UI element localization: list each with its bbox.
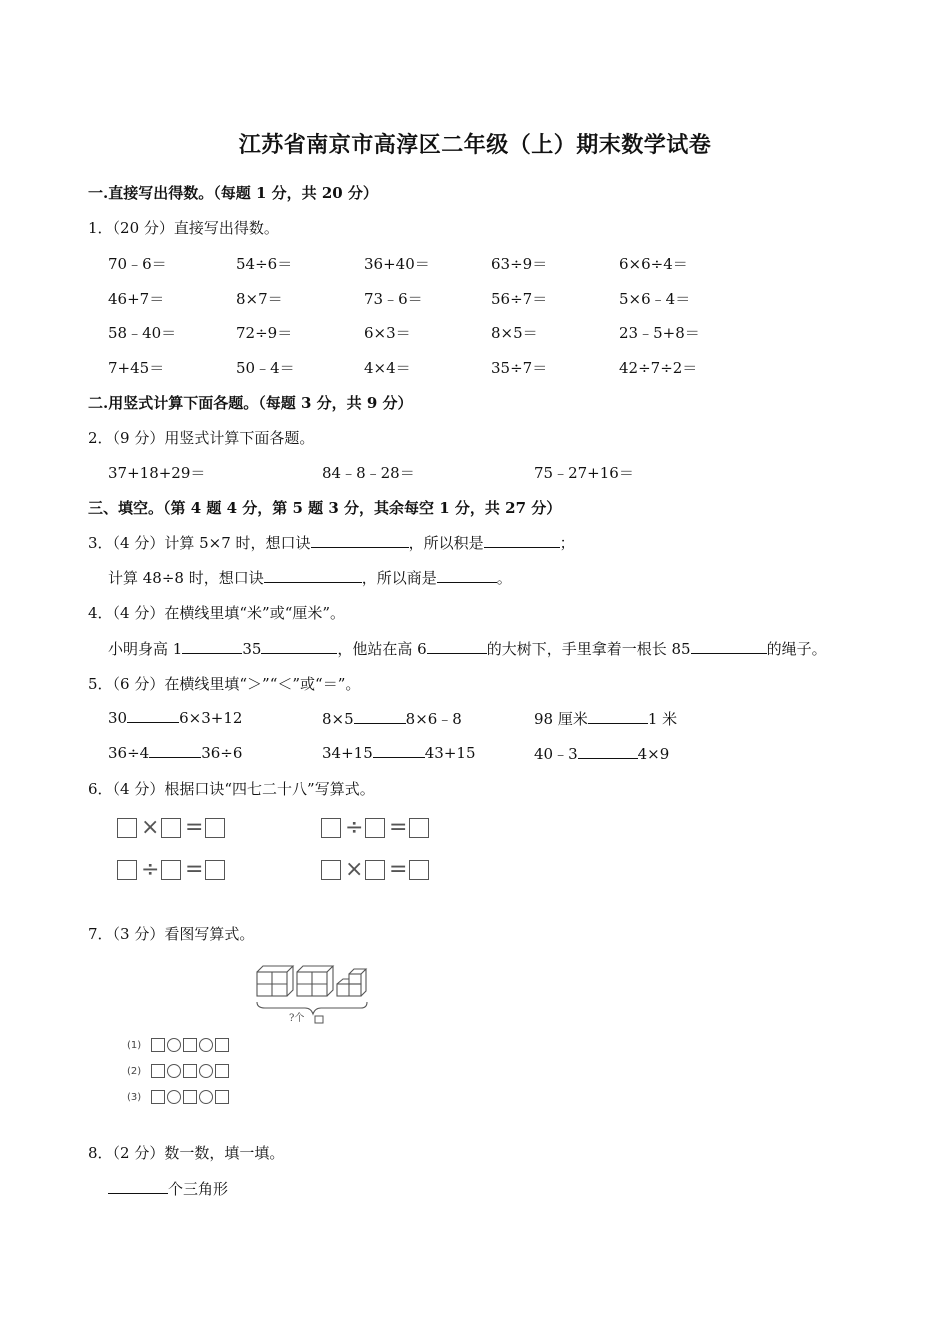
- answer-box[interactable]: [117, 818, 137, 838]
- row-label: (1): [127, 1039, 142, 1051]
- answer-box[interactable]: [205, 860, 225, 880]
- answer-blank[interactable]: [127, 708, 179, 723]
- compare-item: [534, 708, 677, 729]
- op-symbol: ×: [141, 815, 160, 840]
- answer-box[interactable]: [151, 1038, 165, 1052]
- arith-item: 58﹣40＝: [108, 324, 177, 342]
- compare-right: 43+15: [424, 744, 476, 762]
- arith-item: 63÷9＝: [491, 255, 548, 273]
- row-label: (3): [127, 1091, 142, 1103]
- answer-blank[interactable]: [578, 744, 638, 759]
- formula-row: [127, 1038, 229, 1052]
- op-symbol: ×: [345, 857, 364, 882]
- arith-item: 72÷9＝: [236, 324, 293, 342]
- compare-item: [108, 708, 242, 727]
- answer-box[interactable]: [409, 860, 429, 880]
- equals-symbol: =: [389, 857, 408, 882]
- section-3-heading: 三、填空。（第 4 题 4 分，第 5 题 3 分，其余每空 1 分，共 27 分）: [88, 499, 562, 517]
- vertical-calc-item: 75﹣27+16＝: [534, 464, 634, 482]
- compare-right: 4×9: [637, 745, 670, 763]
- answer-box[interactable]: [215, 1064, 229, 1078]
- question-1: 1．（20 分）直接写出得数。: [88, 219, 279, 237]
- answer-box[interactable]: [183, 1038, 197, 1052]
- answer-box[interactable]: [321, 818, 341, 838]
- answer-box[interactable]: [151, 1090, 165, 1104]
- answer-blank[interactable]: [354, 709, 406, 724]
- vertical-calc-item: 84﹣8﹣28＝: [322, 464, 415, 482]
- operator-circle[interactable]: [167, 1090, 181, 1104]
- answer-blank[interactable]: [373, 743, 425, 758]
- equation-box-row: [321, 815, 429, 840]
- arith-item: 70﹣6＝: [108, 255, 167, 273]
- question-3-line-2: [108, 567, 512, 588]
- q4-part: 35: [242, 640, 262, 658]
- answer-blank[interactable]: [437, 568, 497, 583]
- q3-line2-prefix: 计算 48÷8 时，想口诀: [108, 569, 264, 587]
- q4-part: ，他站在高 6: [337, 640, 427, 658]
- answer-box[interactable]: [151, 1064, 165, 1078]
- arith-item: 4×4＝: [364, 359, 411, 377]
- arith-item: 42÷7÷2＝: [619, 359, 698, 377]
- answer-box[interactable]: [215, 1038, 229, 1052]
- q3-prefix: 3．（4 分）计算 5×7 时，想口诀: [88, 534, 311, 552]
- arith-item: 23﹣5+8＝: [619, 324, 700, 342]
- op-symbol: ÷: [141, 857, 160, 882]
- answer-blank[interactable]: [182, 639, 242, 654]
- cube-figure: [253, 962, 373, 1028]
- compare-right: 8×6﹣8: [405, 710, 462, 728]
- q3-end: ；: [559, 534, 575, 552]
- formula-row: [127, 1090, 229, 1104]
- arith-item: 54÷6＝: [236, 255, 293, 273]
- answer-blank[interactable]: [108, 1179, 168, 1194]
- answer-blank[interactable]: [588, 709, 648, 724]
- q3-mid: ，所以积是: [408, 534, 484, 552]
- equation-box-row: [321, 857, 429, 882]
- arith-item: 35÷7＝: [491, 359, 548, 377]
- compare-item: [534, 743, 669, 764]
- arith-item: 36+40＝: [364, 255, 430, 273]
- compare-item: [322, 708, 462, 729]
- answer-blank[interactable]: [264, 568, 362, 583]
- question-4-sentence: [108, 638, 827, 659]
- question-4: 4．（4 分）在横线里填“米”或“厘米”。: [88, 604, 346, 622]
- answer-blank[interactable]: [427, 639, 487, 654]
- row-label: (2): [127, 1065, 142, 1077]
- vertical-calc-item: 37+18+29＝: [108, 464, 206, 482]
- operator-circle[interactable]: [199, 1038, 213, 1052]
- arith-item: 7+45＝: [108, 359, 165, 377]
- equals-symbol: =: [185, 815, 204, 840]
- answer-box[interactable]: [183, 1064, 197, 1078]
- operator-circle[interactable]: [167, 1064, 181, 1078]
- answer-box[interactable]: [161, 818, 181, 838]
- q8-suffix: 个三角形: [168, 1180, 229, 1198]
- compare-item: [108, 743, 242, 762]
- compare-right: 1 米: [647, 710, 678, 728]
- equation-box-row: [117, 857, 225, 882]
- question-8: 8．（2 分）数一数，填一填。: [88, 1144, 285, 1162]
- compare-left: 36÷4: [108, 744, 150, 762]
- operator-circle[interactable]: [199, 1064, 213, 1078]
- compare-left: 8×5: [322, 710, 354, 728]
- section-2-heading: 二.用竖式计算下面各题。（每题 3 分，共 9 分）: [88, 394, 413, 412]
- arith-item: 73﹣6＝: [364, 290, 423, 308]
- question-5: 5．（6 分）在横线里填“＞”“＜”或“＝”。: [88, 675, 361, 693]
- compare-right: 6×3+12: [179, 709, 243, 727]
- answer-box[interactable]: [205, 818, 225, 838]
- answer-blank[interactable]: [484, 533, 560, 548]
- compare-left: 40﹣3: [534, 745, 578, 763]
- equals-symbol: =: [185, 857, 204, 882]
- compare-item: [322, 743, 476, 762]
- answer-blank[interactable]: [311, 533, 409, 548]
- arith-item: 8×5＝: [491, 324, 538, 342]
- q4-part: 的绳子。: [766, 640, 827, 658]
- operator-circle[interactable]: [167, 1038, 181, 1052]
- cube-stack-illustration: [253, 962, 373, 1024]
- compare-right: 36÷6: [201, 744, 243, 762]
- arith-item: 5×6﹣4＝: [619, 290, 691, 308]
- equals-symbol: =: [389, 815, 408, 840]
- question-3-line-1: [88, 532, 575, 553]
- operator-circle[interactable]: [199, 1090, 213, 1104]
- question-6: 6．（4 分）根据口诀“四七二十八”写算式。: [88, 780, 375, 798]
- answer-blank[interactable]: [261, 639, 337, 654]
- arith-item: 56÷7＝: [491, 290, 548, 308]
- question-7: 7．（3 分）看图写算式。: [88, 925, 255, 943]
- answer-box[interactable]: [215, 1090, 229, 1104]
- answer-blank[interactable]: [149, 743, 201, 758]
- page-title: 江苏省南京市高淳区二年级（上）期末数学试卷: [238, 132, 712, 158]
- answer-box[interactable]: [321, 860, 341, 880]
- op-symbol: ÷: [345, 815, 364, 840]
- q3-line2-end: 。: [496, 569, 512, 587]
- formula-row: [127, 1064, 229, 1078]
- arith-item: 6×3＝: [364, 324, 411, 342]
- q4-part: 的大树下，手里拿着一根长 85: [486, 640, 691, 658]
- arith-item: 6×6÷4＝: [619, 255, 688, 273]
- arith-item: 46+7＝: [108, 290, 165, 308]
- q4-part: 小明身高 1: [108, 640, 183, 658]
- compare-left: 30: [108, 709, 128, 727]
- answer-box[interactable]: [117, 860, 137, 880]
- question-8-answer: [108, 1178, 228, 1199]
- brace-label: ?个: [289, 1013, 305, 1024]
- compare-left: 98 厘米: [534, 710, 588, 728]
- answer-box[interactable]: [161, 860, 181, 880]
- answer-box[interactable]: [365, 860, 385, 880]
- compare-left: 34+15: [322, 744, 373, 762]
- answer-box[interactable]: [409, 818, 429, 838]
- section-1-heading: 一.直接写出得数。（每题 1 分，共 20 分）: [88, 184, 378, 202]
- arith-item: 50﹣4＝: [236, 359, 295, 377]
- answer-box[interactable]: [365, 818, 385, 838]
- q3-line2-mid: ，所以商是: [361, 569, 437, 587]
- answer-blank[interactable]: [691, 639, 767, 654]
- arith-item: 8×7＝: [236, 290, 283, 308]
- answer-box[interactable]: [183, 1090, 197, 1104]
- equation-box-row: [117, 815, 225, 840]
- question-2: 2．（9 分）用竖式计算下面各题。: [88, 429, 315, 447]
